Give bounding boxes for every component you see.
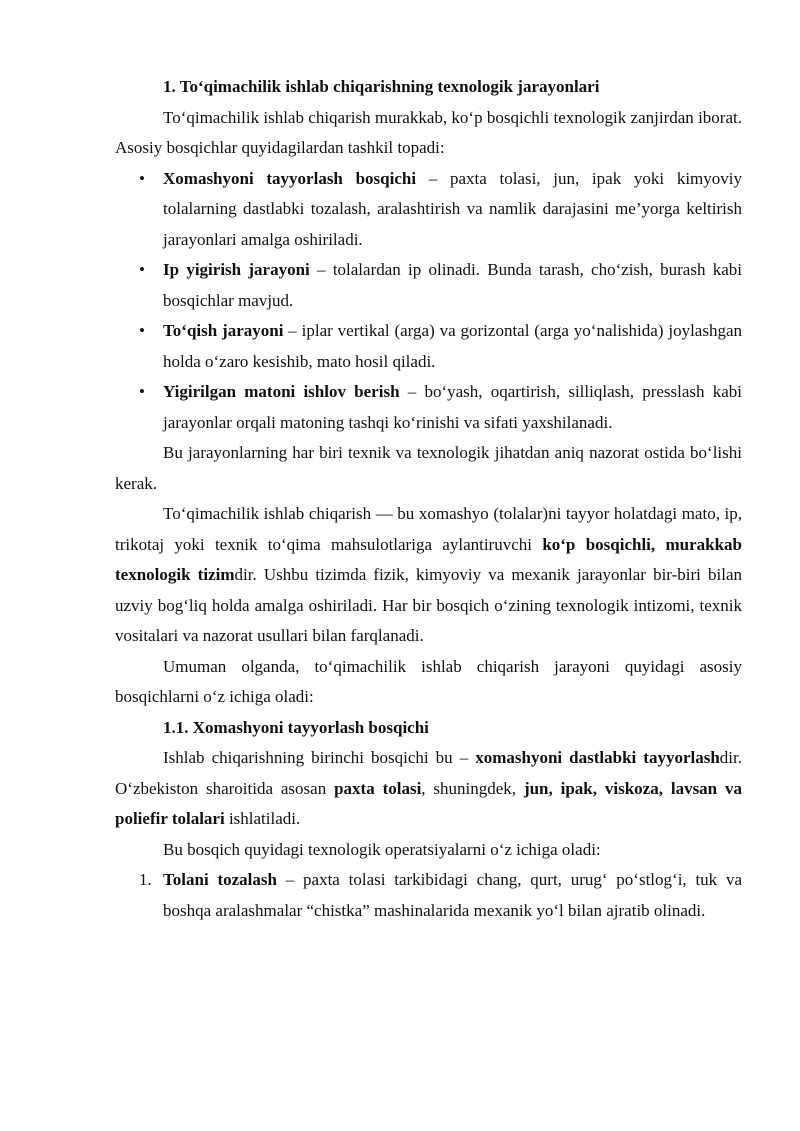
paragraph-control: Bu jarayonlarning har biri texnik va texnologik jihatdan aniq nazorat ostida bo‘lishi kerak. (115, 443, 742, 493)
paragraph-operations: Bu bosqich quyidagi texnologik operatsiyalarni o‘z ichiga oladi: (163, 839, 601, 859)
list-item (115, 164, 742, 256)
section-title: 1. To‘qimachilik ishlab chiqarishning texnologik jarayonlari (163, 77, 600, 96)
bullet-marker: • (139, 260, 145, 279)
list-item (115, 865, 742, 926)
subsection-title: 1.1. Xomashyoni tayyorlash bosqichi (163, 717, 429, 737)
paragraph-summary: Umuman olganda, to‘qimachilik ishlab chiqarish jarayoni quyidagi asosiy bosqichlarni o‘z ichiga oladi: (115, 656, 742, 706)
emphasis-text: xomashyoni dastlabki tayyorlash (475, 748, 720, 767)
paragraph-raw-materials (115, 743, 742, 835)
emphasis-text: paxta tolasi (334, 778, 422, 798)
list-item (115, 316, 742, 377)
list-item-text: – paxta tolasi tarkibidagi chang, qurt, urug‘ po‘stlog‘i, tuk va boshqa aralashmalar “chistka” mashinalarida mexanik yo‘l bilan ajratib olinadi. (163, 870, 742, 920)
paragraph-text: To‘qimachilik ishlab chiqarish — bu xomashyo (tolalar)ni tayyor holatdagi mato, ip, trikotaj yoki texnik to‘qima mahsulotlariga aylantiruvchi (115, 504, 742, 554)
document-page (115, 72, 742, 926)
paragraph-intro: To‘qimachilik ishlab chiqarish murakkab, ko‘p bosqichli texnologik zanjirdan iborat. Asosiy bosqichlar quyidagilardan tashkil topadi: (115, 107, 742, 157)
bullet-marker: • (139, 321, 145, 340)
list-item-term: Xomashyoni tayyorlash bosqichi (163, 168, 417, 188)
list-item (115, 377, 742, 438)
list-item-term: Tolani tozalash (163, 870, 277, 889)
list-item-term: To‘qish jarayoni (163, 321, 284, 340)
paragraph-text: dir. O‘zbekiston sharoitida asosan (115, 748, 742, 798)
paragraph-text: , shuningdek, (421, 778, 524, 798)
numbered-list (115, 865, 742, 926)
number-marker: 1. (139, 870, 152, 889)
emphasis-text: jun, ipak, viskoza, lavsan va poliefir tolalari (115, 778, 743, 828)
list-item-text: – tolalardan ip olinadi. Bunda tarash, cho‘zish, burash kabi bosqichlar mavjud. (163, 260, 742, 310)
list-item (115, 255, 742, 316)
list-item-text: – iplar vertikal (arga) va gorizontal (arga yo‘nalishida) joylashgan holda o‘zaro kesishib, mato hosil qiladi. (163, 321, 742, 371)
list-item-text: – bo‘yash, oqartirish, silliqlash, presslash kabi jarayonlar orqali matoning tashqi ko‘rinishi va sifati yaxshilanadi. (163, 382, 742, 432)
emphasis-text: ko‘p bosqichli, murakkab texnologik tizim (115, 534, 742, 584)
paragraph-text: Ishlab chiqarishning birinchi bosqichi bu – (163, 748, 476, 767)
list-item-text: – paxta tolasi, jun, ipak yoki kimyoviy tolalarning dastlabki tozalash, aralashtirish va namlik darajasini me’yorga keltirish jarayonlari amalga oshiriladi. (163, 168, 742, 249)
paragraph-text: dir. Ushbu tizimda fizik, kimyoviy va mexanik jarayonlar bir-biri bilan uzviy bog‘liq holda amalga oshiriladi. Har bir bosqich o‘zining texnologik intizomi, texnik vositalari va nazorat usullari bilan farqlanadi. (115, 565, 742, 645)
bullet-list (115, 164, 742, 439)
paragraph-definition (115, 499, 742, 652)
list-item-term: Yigirilgan matoni ishlov berish (163, 382, 400, 401)
paragraph-text: ishlatiladi. (224, 809, 301, 828)
bullet-marker: • (139, 168, 145, 188)
bullet-marker: • (139, 382, 145, 401)
list-item-term: Ip yigirish jarayoni (163, 260, 310, 279)
